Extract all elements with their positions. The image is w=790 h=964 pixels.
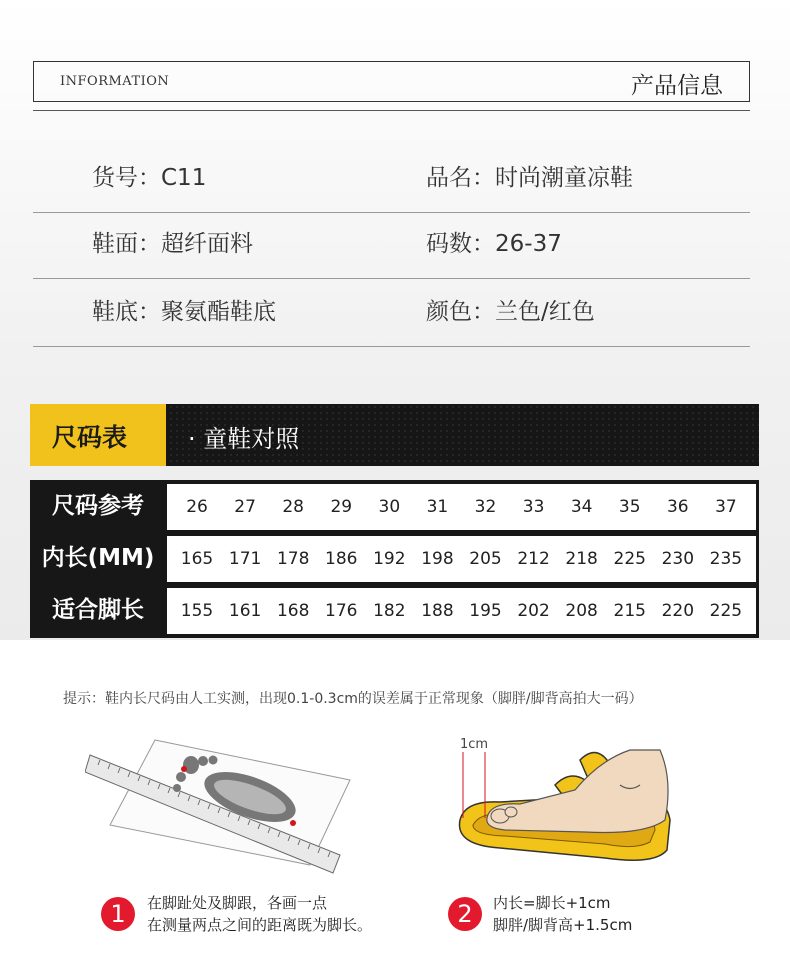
size-cell: 33: [522, 497, 545, 517]
size-cell: 34: [570, 497, 593, 517]
spec-upper-material: 鞋面：超纤面料: [92, 231, 253, 257]
size-row-values: [167, 484, 756, 530]
step-1-line-1: 在脚趾处及脚跟，各画一点: [147, 894, 328, 912]
spec-row: [33, 145, 750, 213]
size-cell: 35: [618, 497, 641, 517]
step-1-badge: 1: [101, 897, 135, 931]
size-cell: 30: [378, 497, 401, 517]
size-chart-subtitle: · 童鞋对照: [188, 425, 300, 453]
spec-sole-material: 鞋底：聚氨酯鞋底: [92, 299, 276, 325]
size-chart-banner: [30, 404, 759, 466]
size-cell: 155: [180, 601, 214, 621]
header-divider: [33, 110, 750, 111]
size-row-header: 适合脚长: [52, 597, 144, 623]
size-cell: 220: [661, 601, 695, 621]
size-cell: 208: [565, 601, 598, 621]
step-2-text: [493, 892, 632, 936]
size-table: [30, 480, 759, 638]
spec-row: [33, 279, 750, 347]
size-cell: 202: [517, 601, 550, 621]
size-cell: 188: [421, 601, 454, 621]
size-cell: 225: [709, 601, 743, 621]
spec-color: 颜色：兰色/红色: [426, 299, 595, 325]
measurement-tip: 提示：鞋内长尺码由人工实测，出现0.1-0.3cm的误差属于正常现象（脚胖/脚背高拍大一码）: [63, 691, 643, 707]
step-2-badge: 2: [448, 897, 482, 931]
size-cell: 29: [330, 497, 353, 517]
size-cell: 225: [613, 549, 646, 569]
size-cell: 26: [186, 497, 208, 517]
size-cell: 27: [234, 497, 256, 517]
size-table-row: [30, 534, 759, 584]
spec-product-name: 品名：时尚潮童凉鞋: [426, 165, 633, 191]
spec-item-number: 货号：C11: [92, 165, 207, 191]
size-cell: 171: [228, 549, 262, 569]
foot-ruler-illustration: [85, 725, 355, 875]
size-row-header: 尺码参考: [52, 493, 144, 519]
size-chart-label: 尺码表: [52, 423, 128, 452]
one-cm-label: 1cm: [460, 737, 489, 752]
size-cell: 28: [282, 497, 304, 517]
foot-in-shoe-illustration: [445, 740, 685, 875]
size-cell: 182: [373, 601, 406, 621]
size-cell: 37: [715, 497, 737, 517]
spec-row: [33, 211, 750, 279]
size-cell: 176: [325, 601, 358, 621]
size-cell: 218: [565, 549, 598, 569]
info-header-box: [33, 61, 750, 102]
step-1-text: [147, 892, 372, 936]
size-table-row: [30, 482, 759, 532]
size-cell: 235: [709, 549, 743, 569]
size-chart-label-box: [30, 404, 166, 466]
size-cell: 212: [517, 549, 550, 569]
step-2-line-2: 脚胖/脚背高+1.5cm: [493, 916, 633, 934]
size-cell: 198: [421, 549, 454, 569]
size-cell: 192: [373, 549, 406, 569]
size-cell: 32: [474, 497, 497, 517]
size-cell: 230: [661, 549, 695, 569]
size-cell: 161: [228, 601, 262, 621]
spec-size-range: 码数：26-37: [426, 231, 562, 257]
size-row-header: 内长(MM): [41, 545, 155, 571]
size-cell: 165: [180, 549, 214, 569]
size-cell: 205: [469, 549, 502, 569]
info-title-cn: 产品信息: [631, 73, 723, 99]
size-cell: 215: [613, 601, 646, 621]
step-2-line-1: 内长=脚长+1cm: [493, 894, 611, 912]
size-cell: 186: [325, 549, 358, 569]
size-cell: 178: [276, 549, 310, 569]
size-table-row: [30, 586, 759, 636]
size-cell: 36: [666, 497, 689, 517]
size-cell: 31: [426, 497, 449, 517]
size-cell: 168: [276, 601, 310, 621]
step-1-line-2: 在测量两点之间的距离既为脚长。: [147, 916, 373, 934]
size-row-values: [167, 536, 756, 582]
size-row-values: [167, 588, 756, 634]
info-title-en: INFORMATION: [60, 74, 170, 89]
size-cell: 195: [469, 601, 502, 621]
